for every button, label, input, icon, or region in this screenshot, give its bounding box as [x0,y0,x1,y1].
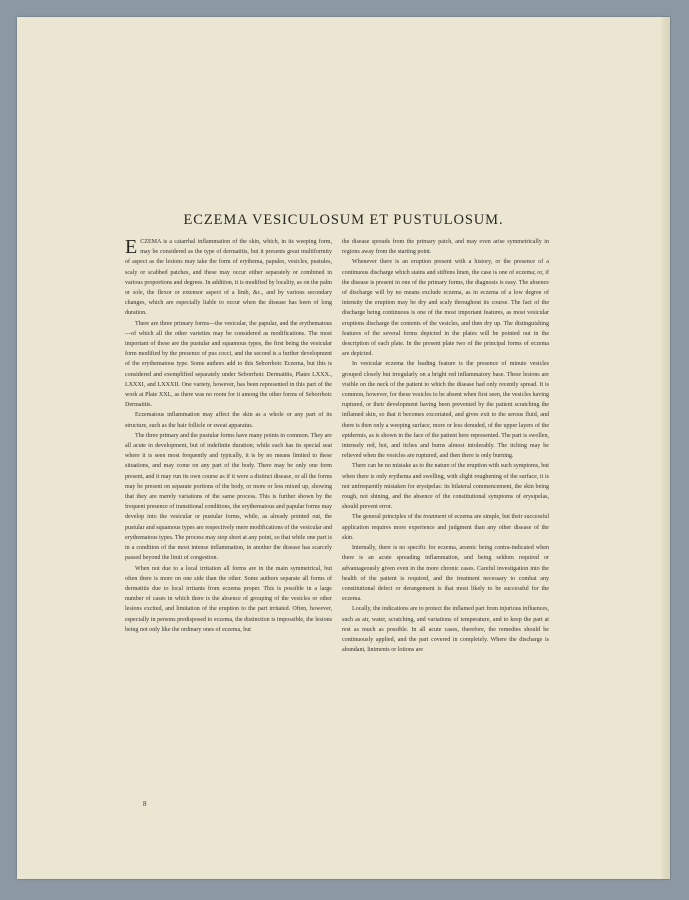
paragraph: There can be no mistake as to the nature of the eruption with such symptoms, but when there is only erythema and swelling, with slight roughening of the surface, it is not unfrequently mistaken for erysipelas: its bilateral commencement, the skin being rough, not shining, and the absence of the constitutional symptoms of erysipelas, should prevent error. [342,463,549,511]
paragraph: Internally, there is no specific for eczema, arsenic being contra-indicated when there is an acute spreading inflammation, and being seldom required or advantageously given even in the more chronic cases. Careful investigation into the health of the patient is required, and the treatment necessary to combat any constitutional defect or derangement is that most likely to be successful for the eczema. [342,545,549,603]
page-edge [661,17,670,879]
paragraph: Locally, the indications are to protect the inflamed part from injurious influences, such as air, water, scratching, and variations of temperature, and to keep the part at rest as much as possible. In all acute cases, therefore, the remedies should be continuously applied, and the part covered in completely. Where the discharge is abundant, liniments or lotions are [342,606,549,654]
paragraph-text: CZEMA is a catarrhal inflammation of the skin, which, in its weeping form, may be considered as the type of dermatitis, but it presents great multiformity of aspect as the lesions may take the form of erythema, papules, vesicles, pustules, scaly or scabbed patches, and these may occur either separately or combined in various proportions and degrees. In addition, it is modified by locality, as on the palm or sole, the flexor or extensor aspect of a limb, &c., and by various secondary changes, which are especially liable to occur when the disease has been of long duration. [125,239,333,317]
paragraph: In vesicular eczema the leading feature is the presence of minute vesicles grouped closely but irregularly on a bright red inflammatory base. These lesions are visible on the neck of the patient to which the disease had only recently spread. It is common, however, for these vesicles to be absent when first seen, the vesicles having ruptured, or their development having been prevented by the patient scratching the inflamed skin, so that it becomes excoriated, and gives exit to the serous fluid, and there is then only a weeping surface, more or less denuded, of the upper layers of the epidermis, as is shown in the face of the patient here represented. The part is swollen, intensely red, hot, and itches and burns almost intolerably. The itching may be relieved when the vesicles are ruptured, and then there is only burning. [342,361,549,460]
text-column-right [342,237,549,655]
emphasis-text: treatment [423,514,447,521]
page-title: ECZEMA VESICULOSUM ET PUSTULOSUM. [183,212,504,228]
paragraph-text: The general principles of the [352,514,424,521]
document-page [17,17,670,879]
drop-cap: E [125,236,138,258]
paragraph: Whenever there is an eruption present with a history, or the presence of a continuous discharge which stains and stiffens linen, the case is one of eczema; or, if the disease is present in one of the primary forms, the diagnosis is easy. The absence of discharge will by no means exclude eczema, as in eczema of a low degree of intensity the eruption may be dry and scaly throughout its course. The fact of the discharge being continuous is one of the most important features, as most vesicular eruptions discharge the contents of the vesicles, and then dry up. The distinguishing features of the several forms depicted in the plates will be pointed out in the description of each plate. In the present plate two of the principal forms of eczema are depicted. [342,259,549,358]
paragraph: The three primary and the pustular forms have many points in common. They are all acute in development, but of indefinite duration; while each has its special seat where it is seen most frequently and typically, it is by no means limited to these situations, and may come on any part of the body. There may be only one form present, and it may run its own course as if it were a distinct disease, or all the forms may be present on separate portions of the body, or more or less mixed up, showing that they are merely variations of the same process. This is further shown by the frequent presence of transitional conditions, the erythematous and papular forms may develop into the vesicular or pustular forms, while, as already pointed out, the pustular and squamous types are respectively mere modifications of the vesicular and erythematous types. The process may stop short at any point, so that while one part is in a condition of the most intense inflammation, in another the disease has scarcely passed beyond the limit of congestion. [125,432,332,562]
text-column-left [125,237,332,635]
paragraph: There are three primary forms—the vesicular, the papular, and the erythematous—of which all the other varieties may be considered as modifications. The most important of these are the pustular and squamous types, the first being the vesicular form modified by the presence of pus cocci, and the second is a further development of the erythematous type. Some authors add to this Seborrhoic Eczema, but this is considered and exemplified separately under Seborrhoic Dermatitis, Plates LXXX., LXXXI, and LXXXII. One variety, however, has been represented in this part of the work at Plate XXL, as there was no room for it among the other forms of Seborrhoic Dermatitis. [125,320,332,409]
paragraph [342,512,549,543]
paragraph: Eczematous inflammation may affect the skin as a whole or any part of its structure, such as the hair follicle or sweat apparatus. [125,412,332,429]
paragraph: the disease spreads from the primary patch, and may even arise symmetrically in regions away from the starting point. [342,239,549,256]
page-number: 8 [143,800,147,808]
paragraph-text: of eczema are simple, but their successful application requires more experience and judgment than any other disease of the skin. [342,514,549,541]
paragraph: When not due to a local irritation all forms are in the main symmetrical, but often there is more on one side than the other. Some authors separate all forms of dermatitis due to local irritants from eczema proper. This is possible in a large number of cases in which there is the absence of grouping of the vesicles or other lesions excited, and limitation of the eruption to the part irritated. Often, however, especially in persons predisposed to eczema, the distinction is impossible, the lesions being not only like the ordinary ones of eczema, but [125,565,332,633]
paragraph [125,237,332,319]
